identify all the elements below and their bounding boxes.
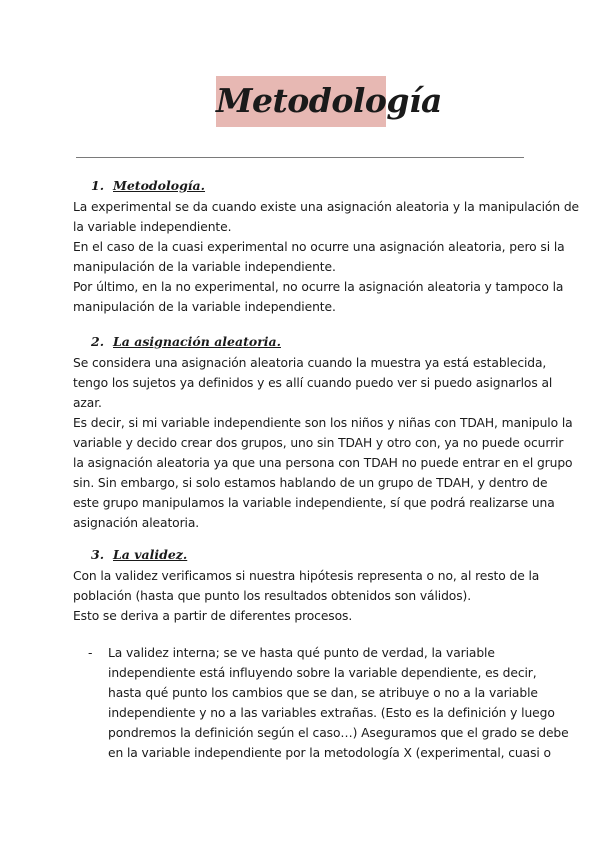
section-2-number: 2.: [91, 334, 105, 349]
text-line: En el caso de la cuasi experimental no ocurre una asignación aleatoria, pero si la: [73, 240, 565, 254]
section-3-heading: [91, 547, 187, 563]
section-1-title: Metodología.: [113, 178, 206, 193]
text-line: este grupo manipulamos la variable independiente, sí que podrá realizarse una: [73, 496, 555, 510]
text-line: asignación aleatoria.: [73, 516, 200, 530]
section-3-body: [73, 566, 540, 626]
text-line: pondremos la definición según el caso…) Aseguramos que el grado se debe: [108, 726, 569, 740]
bullet-body: [108, 643, 569, 763]
section-3-number: 3.: [91, 547, 105, 562]
section-2-heading: [91, 334, 281, 350]
text-line: Con la validez verificamos si nuestra hipótesis representa o no, al resto de la: [73, 569, 540, 583]
text-line: la asignación aleatoria ya que una persona con TDAH no puede entrar en el grupo: [73, 456, 573, 470]
section-1-body: [73, 197, 580, 317]
text-line: hasta qué punto los cambios que se dan, se atribuye o no a la variable: [108, 686, 538, 700]
text-line: independiente y no a las variables extrañas. (Esto es la definición y luego: [108, 706, 555, 720]
text-line: manipulación de la variable independiente.: [73, 260, 336, 274]
bullet-marker: -: [88, 646, 93, 660]
section-1-heading: [91, 178, 205, 194]
title-divider: [76, 157, 524, 158]
text-line: en la variable independiente por la metodología X (experimental, cuasi o: [108, 746, 551, 760]
text-line: variable y decido crear dos grupos, uno sin TDAH y otro con, ya no puede ocurrir: [73, 436, 564, 450]
text-line: manipulación de la variable independiente.: [73, 300, 336, 314]
text-line: independiente está influyendo sobre la variable dependiente, es decir,: [108, 666, 537, 680]
section-2-body: [73, 353, 573, 533]
text-line: La validez interna; se ve hasta qué punto de verdad, la variable: [108, 646, 495, 660]
text-line: sin. Sin embargo, si solo estamos hablando de un grupo de TDAH, y dentro de: [73, 476, 548, 490]
section-2-title: La asignación aleatoria.: [113, 334, 281, 349]
text-line: población (hasta que punto los resultados obtenidos son válidos).: [73, 589, 472, 603]
text-line: Esto se deriva a partir de diferentes procesos.: [73, 609, 353, 623]
text-line: Se considera una asignación aleatoria cuando la muestra ya está establecida,: [73, 356, 547, 370]
page-title: Metodología: [216, 81, 442, 120]
text-line: La experimental se da cuando existe una asignación aleatoria y la manipulación de: [73, 200, 580, 214]
section-1-number: 1.: [91, 178, 105, 193]
text-line: azar.: [73, 396, 102, 410]
text-line: tengo los sujetos ya definidos y es allí cuando puedo ver si puedo asignarlos al: [73, 376, 553, 390]
text-line: Por último, en la no experimental, no ocurre la asignación aleatoria y tampoco la: [73, 280, 564, 294]
text-line: Es decir, si mi variable independiente son los niños y niñas con TDAH, manipulo la: [73, 416, 573, 430]
section-3-title: La validez.: [113, 547, 188, 562]
text-line: la variable independiente.: [73, 220, 232, 234]
